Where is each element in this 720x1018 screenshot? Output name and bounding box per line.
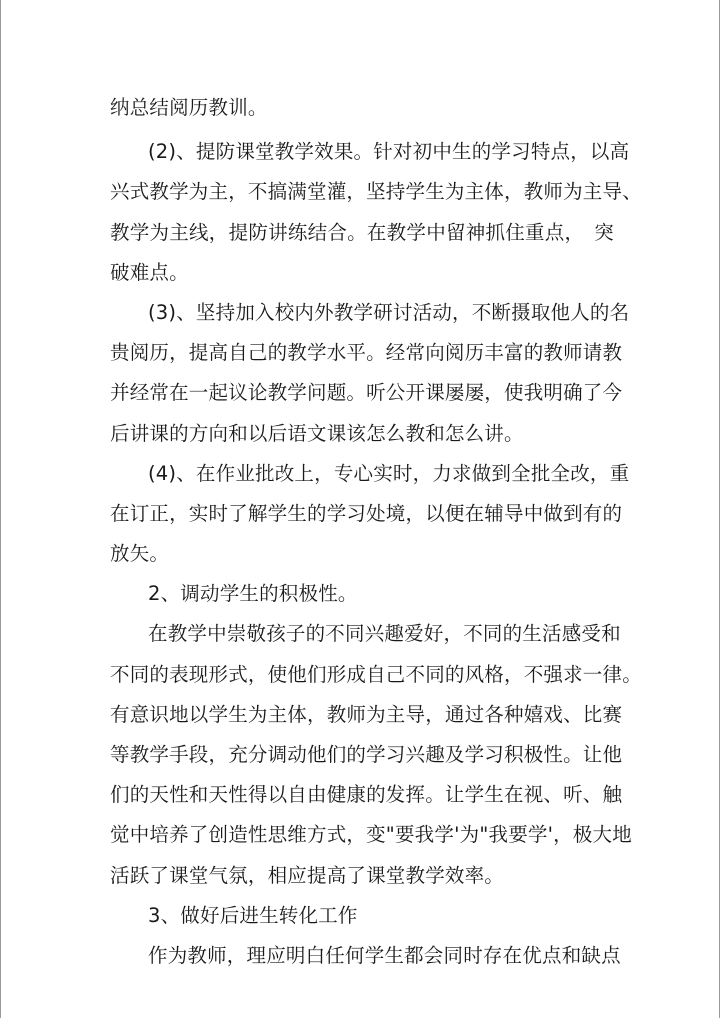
text-line: 觉中培养了创造性思维方式，变"要我学'为"我要学'，极大地: [110, 823, 632, 847]
section-heading: 3、做好后进生转化工作: [148, 903, 358, 927]
text-line: 贵阅历，提高自己的教学水平。经常向阅历丰富的教师请教: [110, 341, 623, 365]
text-line: 破难点。: [110, 260, 189, 284]
text-line: 们的天性和天性得以自由健康的发挥。让学生在视、听、触: [110, 783, 623, 807]
text-line: 兴式教学为主，不搞满堂灌，坚持学生为主体，教师为主导、: [110, 180, 642, 204]
text-line: (2)、提防课堂教学效果。针对初中生的学习特点，以高: [148, 140, 630, 164]
text-line: (3)、坚持加入校内外教学研讨活动，不断摄取他人的名: [148, 300, 630, 324]
text-line: 教学为主线，提防讲练结合。在教学中留神抓住重点， 突: [110, 220, 614, 244]
text-line: 后讲课的方向和以后语文课该怎么教和怎么讲。: [110, 421, 524, 445]
text-line: (4)、在作业批改上，专心实时，力求做到全批全改，重: [148, 461, 630, 485]
section-heading: 2、调动学生的积极性。: [148, 582, 358, 606]
text-line: 放矢。: [110, 542, 170, 566]
text-line: 作为教师，理应明白任何学生都会同时存在优点和缺点: [148, 943, 621, 967]
text-line: 并经常在一起议论教学问题。听公开课屡屡，使我明确了今: [110, 381, 623, 405]
text-line: 等教学手段，充分调动他们的学习兴趣及学习积极性。让他: [110, 743, 623, 766]
text-line: 纳总结阅历教训。: [110, 96, 268, 119]
document-body: [110, 88, 642, 976]
text-line: 在教学中崇敬孩子的不同兴趣爱好，不同的生活感受和: [148, 622, 621, 646]
text-line: 有意识地以学生为主体，教师为主导，通过各种嬉戏、比赛: [110, 702, 623, 726]
text-line: 不同的表现形式，使他们形成自己不同的风格，不强求一律。: [110, 662, 642, 686]
text-line: 在订正，实时了解学生的学习处境，以便在辅导中做到有的: [110, 501, 623, 525]
text-line: 活跃了课堂气氛，相应提高了课堂教学效率。: [110, 863, 505, 887]
